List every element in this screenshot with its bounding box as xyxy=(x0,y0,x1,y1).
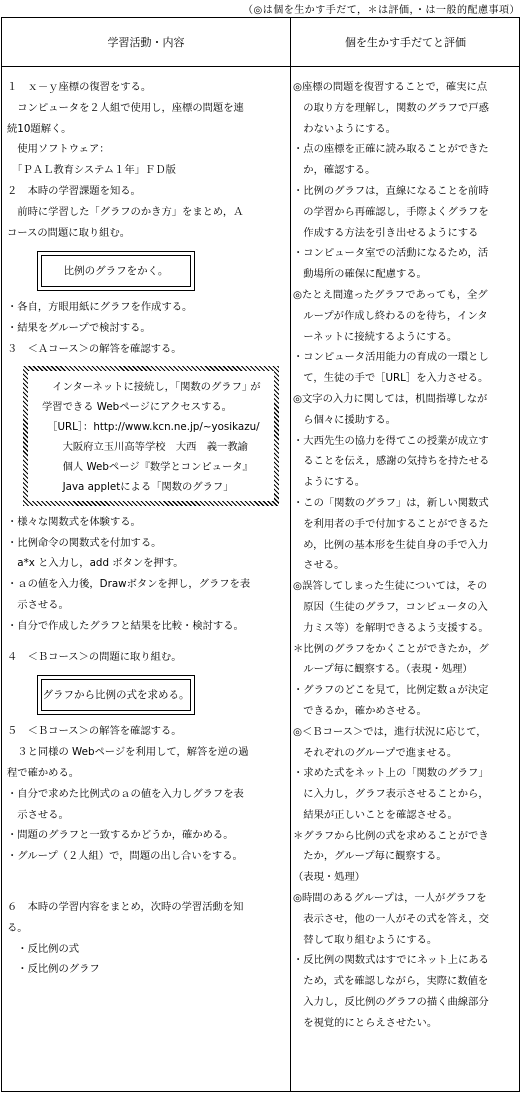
step-2 xyxy=(7,181,287,339)
text-line: ５ ＜Ｂコース＞の解答を確認する。 xyxy=(7,725,182,738)
text-line: ◎座標の問題を復習することで，確実に点 xyxy=(293,81,488,93)
header-support-evaluation: 個を生かす手だてと評価 xyxy=(345,36,466,49)
step-5 xyxy=(7,721,287,867)
text-line: ・点の座標を正確に読み取ることができた xyxy=(293,143,489,156)
text-line: ようにする。 xyxy=(293,476,366,489)
text-line: ＊グラフから比例の式を求めることができ xyxy=(293,829,489,842)
text-line: たか，グループ毎に観察する。 xyxy=(293,850,447,863)
text-line: ーネットに接続するようにする。 xyxy=(293,330,458,343)
text-line: インターネットに接続し，｢関数のグラフ｣ が xyxy=(42,380,261,393)
text-line: １ ｘ－ｙ座標の復習をする。 xyxy=(7,81,152,93)
text-line: わないようにする。 xyxy=(293,122,396,135)
text-line: ◎たとえ間違ったグラフであっても，全グ xyxy=(293,288,488,301)
text-line: 程で確かめる。 xyxy=(7,766,80,779)
legend-note: （◎は個を生かす手だて，＊は評価，・は一般的配慮事項） xyxy=(242,5,520,16)
text-line: の学習から再確認し，手際よくグラフを xyxy=(293,205,489,218)
text-line: ・大西先生の協力を得てこの授業が成立す xyxy=(293,434,489,447)
step-4 xyxy=(7,647,287,716)
task-box-proportional-graph xyxy=(37,251,195,291)
text-line: 「ＰＡＬ教育システム１年」ＦＤ版 xyxy=(7,164,176,177)
text-line: ・求めた式をネット上の「関数のグラフ」 xyxy=(293,767,489,780)
text-line: ・グループ（２人組）で，問題の出し合いをする。 xyxy=(7,850,243,863)
support-evaluation-column xyxy=(293,67,518,1034)
text-line: （表現・処理） xyxy=(293,871,366,884)
text-line: 前時に学習した「グラフのかき方」をまとめ，Ａ xyxy=(7,205,244,218)
task-box-find-equation xyxy=(37,675,195,715)
text-line: ・問題のグラフと一致するかどうか，確かめる。 xyxy=(7,829,234,842)
text-line: ため，式を確認しながら，実際に数値を xyxy=(293,975,489,988)
task-box-label: 比例のグラフをかく。 xyxy=(41,255,191,287)
step-1 xyxy=(7,77,287,181)
step-3 xyxy=(7,339,287,637)
column-divider xyxy=(290,18,291,1091)
text-line: ２ 本時の学習課題を知る。 xyxy=(7,184,141,197)
text-line: 学習できる Webページにアクセスする。 xyxy=(42,400,232,413)
text-line: ループが作成し終わるのを待ち，インタ xyxy=(293,309,488,322)
text-line: ＊比例のグラフをかくことができたか，グ xyxy=(293,642,489,655)
text-line: ４ ＜Ｂコース＞の問題に取り組む。 xyxy=(7,650,182,663)
text-line: 力ミス等）を解明できるよう支援する。 xyxy=(293,621,489,634)
text-line: ループ毎に観察する。（表現・処理） xyxy=(293,663,473,676)
text-line: 個人 Webページ『数学とコンピュータ』 xyxy=(42,460,253,473)
text-line: 使用ソフトウェア： xyxy=(7,143,110,156)
text-line: ・反比例のグラフ xyxy=(7,963,100,976)
text-line: ◎時間のあるグループは，一人がグラフを xyxy=(293,892,487,905)
text-line: の取り方を理解し，関数のグラフで戸惑 xyxy=(293,101,489,114)
text-line: ・様々な関数式を体験する。 xyxy=(7,515,141,528)
task-box-label: グラフから比例の式を求める。 xyxy=(41,679,191,711)
text-line: ・反比例の関数式はすでにネット上にある xyxy=(293,954,489,967)
text-line: ・ａの値を入力後，Drawボタンを押し，グラフを表 xyxy=(7,578,251,591)
web-resource-box xyxy=(23,366,279,506)
activities-column xyxy=(7,67,287,980)
text-line: ６ 本時の学習内容をまとめ，次時の学習活動を知 xyxy=(7,900,244,913)
text-line: ◎誤答してしまった生徒については，その xyxy=(293,580,488,593)
text-line: て，生徒の手で［URL］を入力させる。 xyxy=(293,372,489,385)
text-line: 示させる。 xyxy=(7,808,69,821)
text-line: を視覚的にとらえさせたい。 xyxy=(293,1016,438,1029)
text-line: ・この「関数のグラフ」は，新しい関数式 xyxy=(293,496,489,509)
text-line: 大阪府立玉川高等学校 大西 義一教諭 xyxy=(42,440,248,453)
text-line: ・比例命令の関数式を付加する。 xyxy=(7,536,162,549)
text-line: ・コンピュータ活用能力の育成の一環とし xyxy=(293,351,489,364)
text-line: る。 xyxy=(7,921,28,934)
text-line: それぞれのグループで進ませる。 xyxy=(293,746,458,759)
text-line: ◎＜Ｂコース＞では，進行状況に応じて， xyxy=(293,725,487,738)
text-line: ・自分で求めた比例式のａの値を入力しグラフを表 xyxy=(7,787,244,800)
text-line: 表示させ，他の一人がその式を答え，交 xyxy=(293,912,489,925)
text-line: 続10題解く。 xyxy=(7,122,72,135)
url-line: ［URL］：http://www.kcn.ne.jp/~yosikazu/ xyxy=(42,420,260,433)
text-line: 結果が正しいことを確認させる。 xyxy=(293,808,458,821)
text-line: ３ ＜Ａコース＞の解答を確認する。 xyxy=(7,342,182,355)
text-line: 作成する方法を引き出せるようにする xyxy=(293,226,479,239)
header-activities: 学習活動・内容 xyxy=(107,36,185,49)
text-line: コースの問題に取り組む。 xyxy=(7,226,131,239)
text-line: 入力し，反比例のグラフの描く曲線部分 xyxy=(293,996,489,1009)
text-line: ・グラフのどこを見て，比例定数ａが決定 xyxy=(293,684,489,697)
text-line: Java appletによる「関数のグラフ」 xyxy=(42,480,234,493)
text-line: させる。 xyxy=(293,559,345,572)
text-line: 動場所の確保に配慮する。 xyxy=(293,268,427,281)
step-6 xyxy=(7,897,287,980)
text-line: ることを伝え，感謝の気持ちを持たせる xyxy=(293,455,490,468)
text-line: ・比例のグラフは，直線になることを前時 xyxy=(293,184,489,197)
text-line: を利用者の手で付加することができるた xyxy=(293,517,489,530)
text-line: ・コンピュータ室での活動になるため，活 xyxy=(293,247,489,260)
text-line: ◎文字の入力に関しては，机間指導しなが xyxy=(293,392,488,405)
text-line: ・自分で作成したグラフと結果を比較・検討する。 xyxy=(7,619,244,632)
text-line: a*x と入力し，add ボタンを押す。 xyxy=(7,557,184,570)
text-line: 示させる。 xyxy=(7,598,69,611)
text-line: ３と同様の Webページを利用して，解答を逆の過 xyxy=(7,746,249,759)
text-line: ・各自，方眼用紙にグラフを作成する。 xyxy=(7,301,193,314)
text-line: ・結果をグループで検討する。 xyxy=(7,322,151,335)
lesson-plan-table xyxy=(1,17,520,1092)
text-line: め，比例の基本形を生徒自身の手で入力 xyxy=(293,538,489,551)
text-line: か，確認する。 xyxy=(293,164,376,177)
text-line: コンピュータを２人組で使用し，座標の問題を連 xyxy=(7,101,244,114)
text-line: ら個々に援助する。 xyxy=(293,413,396,426)
text-line: 替して取り組むようにする。 xyxy=(293,933,438,946)
text-line: できるか，確かめさせる。 xyxy=(293,704,427,717)
text-line: ・反比例の式 xyxy=(7,942,80,955)
text-line: 原因（生徒のグラフ，コンピュータの入 xyxy=(293,600,488,613)
text-line: に入力し，グラフ表示させることから， xyxy=(293,788,489,801)
